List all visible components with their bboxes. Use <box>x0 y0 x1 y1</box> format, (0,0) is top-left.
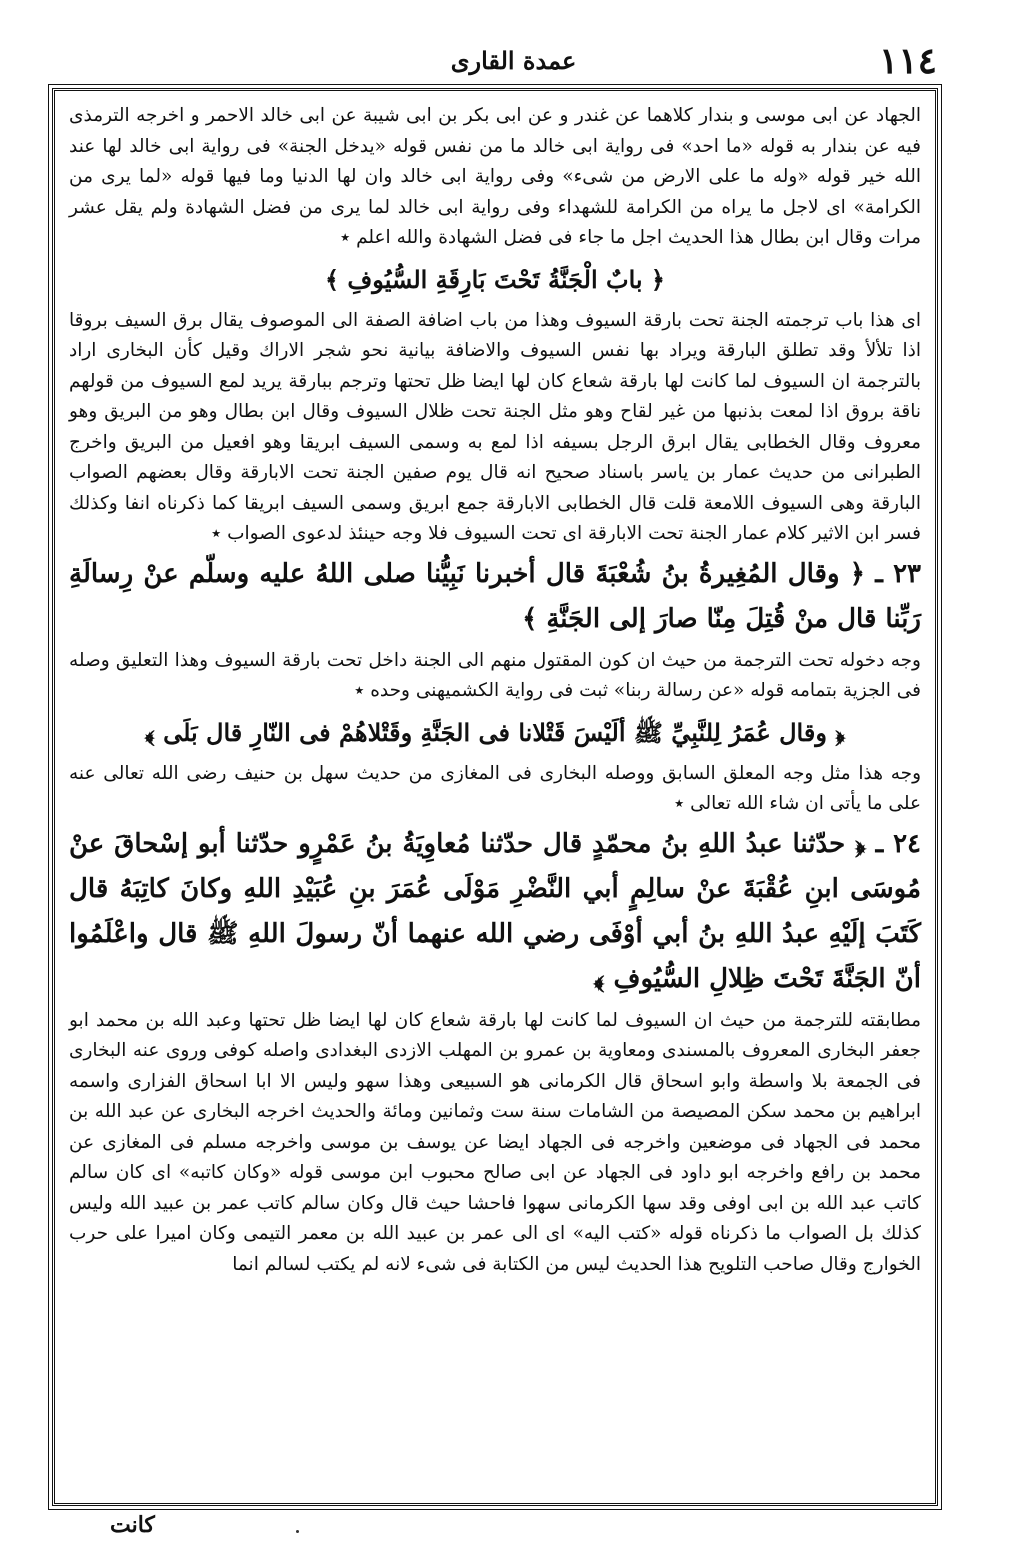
catchword: كانت <box>110 1512 155 1538</box>
commentary-paragraph: وجه دخوله تحت الترجمة من حيث ان كون المقتول منهم الى الجنة داخل تحت بارقة السيوف وهذا التعليق وصله فى الجزية بتمامه قوله «عن رسالة ربنا» ثبت فى رواية الكشميهنى وحده ٭ <box>69 649 921 701</box>
commentary-paragraph: اى هذا باب ترجمته الجنة تحت بارقة السيوف وهذا من باب اضافة الصفة الى الموصوف يقال برق السيف بروقا اذا تلألأ وقد تطلق البارقة ويراد بها نفس السيوف والاضافة بيانية نحو شجر الاراك وقيل كأن البخارى اراد بالترجمة ان السيوف لما كانت لها بارقة شعاع كان لها ايضا ظل تحتها وترجم ببارقة يريد لمع السيوف من قولهم ناقة بروق اذا لمعت بذنبها من غير لقاح وهو مثل الجنة تحت ظلال السيوف وقال ابن بطال وهو من البريق وهو معروف وقال الخطابى يقال ابرق الرجل بسيفه اذا لمع به وسمى السيف ابريقا وهو افعيل من البريق واخرج الطبرانى من حديث عمار بن ياسر باسناد صحيح انه قال يوم صفين الجنة تحت الابارقة وقال بعضهم الصواب البارقة وهى السيوف اللامعة قلت قال الخطابى الابارقة جمع ابريق وسمى السيف ابريقا كما ذكرناه انفا وكذلك فسر ابن الاثير كلام عمار الجنة تحت الابارقة اى تحت السيوف فلا وجه حينئذ لدعوى الصواب ٭ <box>69 309 921 544</box>
page-number: ١١٤ <box>878 40 937 82</box>
hadith-text: ٢٣ ـ ﴿ وقال المُغِيرةُ بنُ شُعْبَةَ قال أخبرنا نَبِيُّنا صلى اللهُ عليه وسلّم عنْ رِسالَةِ رَبِّنا قال منْ قُتِلَ مِنّا صارَ إلى الجَنَّةِ ﴾ <box>69 558 921 634</box>
hadith-text: ﴿ وقال عُمَرُ لِلنَّبِيِّ ﷺ ألَيْسَ قَتْلانا فى الجَنَّةِ وقَتْلاهُمْ فى النّارِ قال بَلَى ﴾ <box>144 717 846 747</box>
commentary-paragraph: الجهاد عن ابى موسى و بندار كلاهما عن غندر و عن ابى بكر بن ابى شيبة عن ابى خالد الاحمر و اخرجه الترمذى فيه عن بندار به قوله «ما احد» فى رواية ابى خالد ما من نفس قوله «يدخل الجنة» فى رواية ابى خالد لها عند الله خير قوله «وله ما على الارض من شىء» وفى رواية ابى خالد وان لها الدنيا وما فيها قوله «لما يرى من الكرامة» اى لاجل ما يراه من الكرامة للشهداء وفى رواية ابى خالد لما يرى من فضل الشهادة ولم يقل عشر مرات وقال ابن بطال هذا الحديث اجل ما جاء فى فضل الشهادة والله اعلم ٭ <box>69 105 921 248</box>
stray-mark <box>296 1530 299 1533</box>
page-header <box>0 40 1027 86</box>
chapter-heading: ﴿ بابٌ الْجَنَّةُ تَحْتَ بَارِقَةِ السُّيُوفِ ﴾ <box>325 264 665 294</box>
running-title: عمدة القارى <box>450 46 577 75</box>
hadith-text: ٢٤ ـ ﴿ حدّثنا عبدُ اللهِ بنُ محمّدٍ قال حدّثنا مُعاوِيَةُ بنُ عَمْرٍو حدّثنا أبو إسْحاقَ عنْ مُوسَى ابنِ عُقْبَةَ عنْ سالِمٍ أبي النَّضْرِ مَوْلَى عُمَرَ بنِ عُبَيْدِ اللهِ وكانَ كاتِبَهُ قال كَتَبَ إلَيْهِ عبدُ اللهِ بنُ أبي أوْفَى رضي الله عنهما أنّ رسولَ اللهِ ﷺ قال واعْلَمُوا أنّ الجَنَّةَ تَحْتَ ظِلالِ السُّيُوفِ ﴾ <box>69 828 921 994</box>
commentary-paragraph: وجه هذا مثل وجه المعلق السابق ووصله البخارى فى المغازى من حديث سهل بن حنيف رضى الله تعالى عنه على ما يأتى ان شاء الله تعالى ٭ <box>69 762 921 814</box>
commentary-paragraph: مطابقته للترجمة من حيث ان السيوف لما كانت لها بارقة شعاع كان لها ايضا ظل تحتها وعبد الله بن محمد ابو جعفر البخارى المعروف بالمسندى ومعاوية بن عمرو بن المهلب الازدى البغدادى واصله كوفى وروى عنه البخارى فى الجمعة بلا واسطة وابو اسحاق قال الكرمانى هو السبيعى وهذا سهو وليس الا ابا اسحاق الفزارى واسمه ابراهيم بن محمد سكن المصيصة من الشامات سنة ست وثمانين ومائة والحديث اخرجه البخارى عن عبد الله بن محمد فى الجهاد فى موضعين واخرجه فى الجهاد ايضا عن يوسف بن موسى واخرجه مسلم فى المغازى عن محمد بن رافع واخرجه ابو داود فى الجهاد عن ابى صالح محبوب ابن موسى قوله «وكان كاتبه» اى كان سالم كاتب عبد الله بن ابى اوفى وقد سها الكرمانى سهوا فاحشا حيث قال وكان سالم كاتب عمر بن عبيد الله وليس كذلك بل الصواب ما ذكرناه قوله «كتب اليه» اى الى عمر بن عبيد الله بن معمر التيمى وكان اميرا على حرب الخوارج وقال صاحب التلويح هذا الحديث ليس من الكتابة فى شىء لانه لم يكتب لسالم انما <box>69 1009 922 1275</box>
text-frame <box>52 88 938 1506</box>
